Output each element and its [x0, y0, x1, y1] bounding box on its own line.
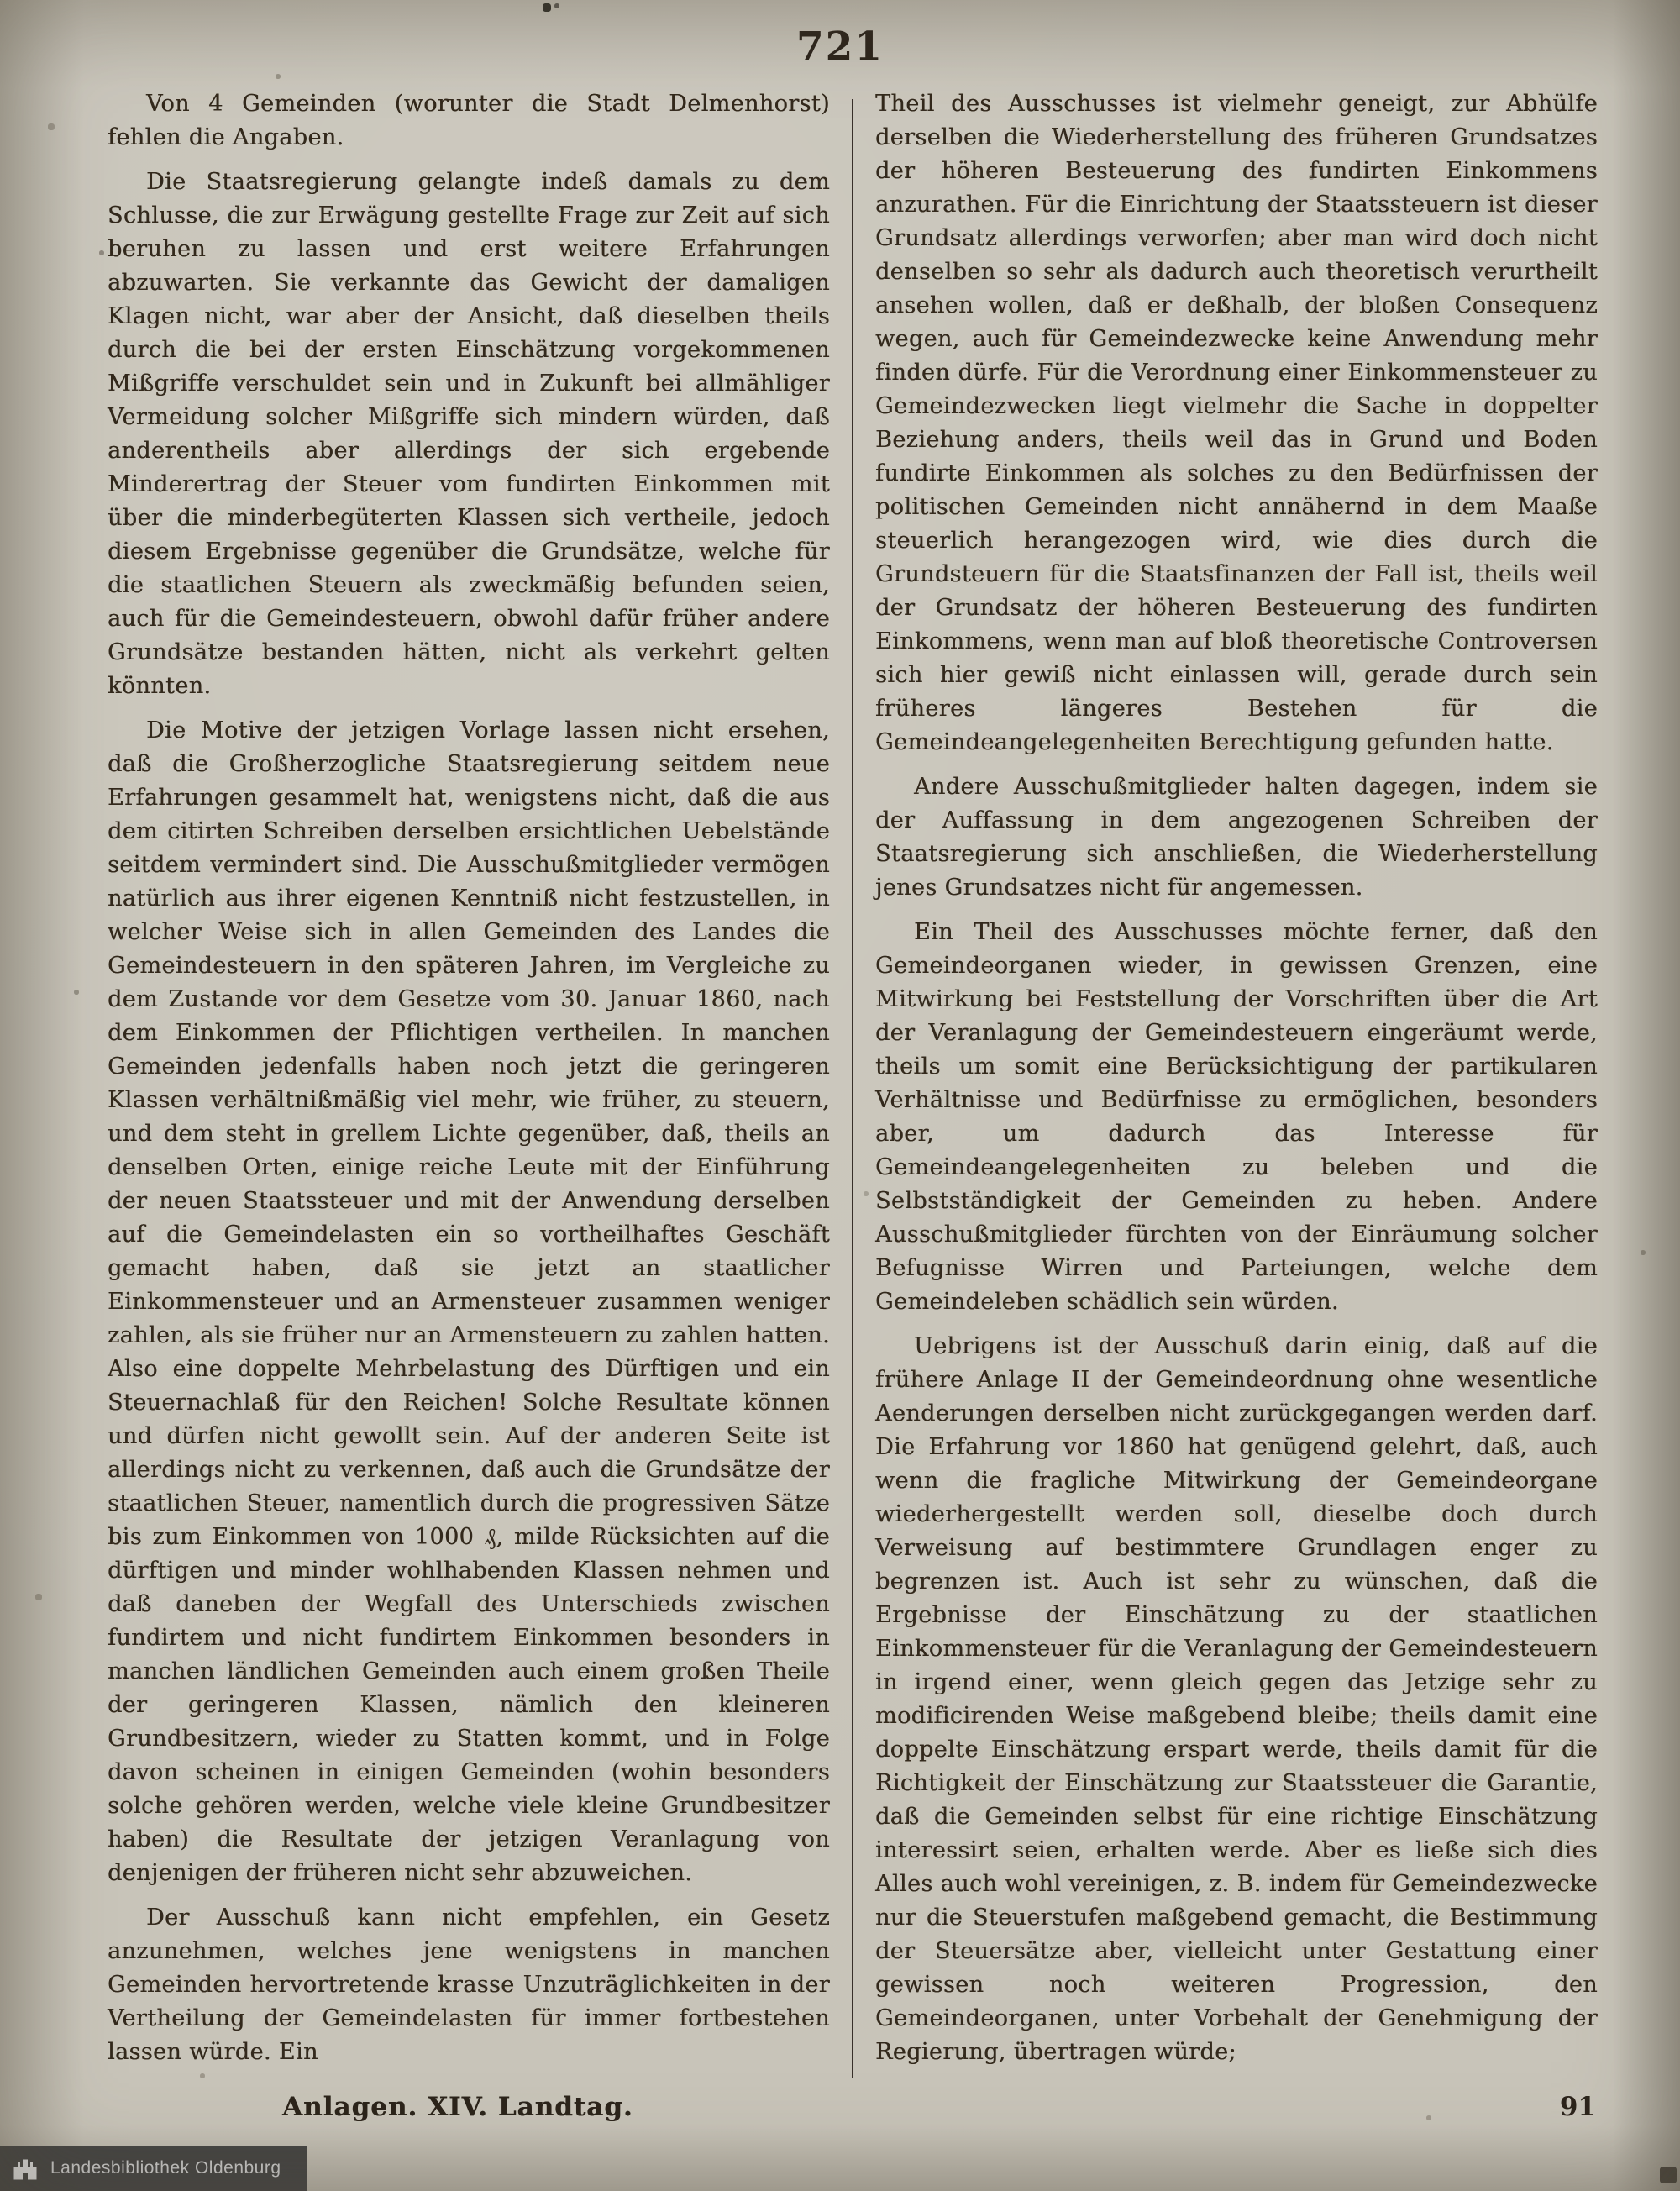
scan-dust-specks	[0, 0, 2, 2]
paragraph: Von 4 Gemeinden (worunter die Stadt Delmenhorst) fehlen die Angaben.	[108, 91, 830, 150]
right-column	[875, 87, 1598, 2083]
footer-sheet-number: 91	[1559, 2092, 1596, 2122]
library-watermark	[0, 2146, 307, 2191]
paragraph: Der Ausschuß kann nicht empfehlen, ein Gesetz anzunehmen, welches jene wenigstens in manchen Gemeinden hervortretende krasse Unzuträglichkeiten in der Vertheilung der Gemeindelasten für immer fortbestehen lassen würde. Ein	[108, 1905, 830, 2065]
left-column	[108, 87, 830, 2083]
column-divider	[852, 99, 853, 2078]
paragraph: Ein Theil des Ausschusses möchte ferner, daß den Gemeindeorganen wieder, in gewissen Grenzen, eine Mitwirkung bei Feststellung der Vorschriften über die Art der Veranlagung der Gemeindesteuern eingeräumt werde, theils um somit eine Berücksichtigung der partikularen Verhältnisse und Bedürfnisse zu ermöglichen, besonders aber, um dadurch das Interesse für Gemeindeangelegenheiten zu beleben und die Selbstständigkeit der Gemeinden zu heben. Andere Ausschußmitglieder fürchten von der Einräumung solcher Befugnisse Wirren und Parteiungen, welche dem Gemeindeleben schädlich sein würden.	[875, 919, 1598, 1315]
paragraph: Theil des Ausschusses ist vielmehr geneigt, zur Abhülfe derselben die Wiederherstellung des früheren Grundsatzes der höheren Besteuerung des fundirten Einkommens anzurathen. Für die Einrichtung der Staatssteuern ist dieser Grundsatz allerdings verworfen; aber man wird doch nicht denselben so sehr als dadurch auch theoretisch verurtheilt ansehen wollen, daß er deßhalb, der bloßen Consequenz wegen, auch für Gemeindezwecke keine Anwendung mehr finden dürfe. Für die Verordnung einer Einkommensteuer zu Gemeindezwecken liegt vielmehr die Sache in doppelter Beziehung anders, theils weil das in Grund und Boden fundirte Einkommen als solches zu den Bedürfnissen der politischen Gemeinden nicht annähernd in dem Maaße steuerlich herangezogen wird, wie dies durch die Grundsteuern für die Staatsfinanzen der Fall ist, theils weil der Grundsatz der höheren Besteuerung des fundirten Einkommens, wenn man auf bloß theoretische Controversen sich hier gewiß nicht einlassen will, gerade durch sein früheres längeres Bestehen für die Gemeindeangelegenheiten Berechtigung gefunden hatte.	[875, 91, 1598, 755]
footer-signature: Anlagen. XIV. Landtag.	[282, 2092, 633, 2122]
paragraph: Uebrigens ist der Ausschuß darin einig, daß auf die frühere Anlage II der Gemeindeordnung ohne wesentliche Aenderungen derselben nicht zurückgegangen werden darf. Die Erfahrung vor 1860 hat genügend gelehrt, daß, auch wenn die fragliche Mitwirkung der Gemeindeorgane wiederhergestellt werden soll, dieselbe doch durch Verweisung auf bestimmtere Grundlagen enger zu begrenzen ist. Auch ist sehr zu wünschen, daß die Ergebnisse der Einschätzung zu der staatlichen Einkommensteuer für die Veranlagung der Gemeindesteuern in irgend einer, wenn gleich gegen das Jetzige sehr zu modificirenden Weise maßgebend bleibe; theils damit eine doppelte Einschätzung erspart werde, theils damit für die Richtigkeit der Einschätzung zur Staatssteuer die Garantie, daß die Gemeinden selbst für eine richtige Einschätzung interessirt seien, erhalten werde. Aber es ließe sich dies Alles auch wohl vereinigen, z. B. indem für Gemeindezwecke nur die Steuerstufen maßgebend gemacht, die Bestimmung der Steuersätze aber, vielleicht unter Gestattung einer gewissen noch weiteren Progression, den Gemeindeorganen, unter Vorbehalt der Genehmigung der Regierung, übertragen würde;	[875, 1333, 1598, 2065]
page-footer	[108, 2092, 1599, 2122]
library-logo-icon	[10, 2153, 40, 2183]
paragraph: Andere Ausschußmitglieder halten dagegen, indem sie der Auffassung in dem angezogenen Schreiben der Staatsregierung sich anschließen, die Wiederherstellung jenes Grundsatzes nicht für angemessen.	[875, 774, 1598, 901]
library-name: Landesbibliothek Oldenburg	[50, 2158, 281, 2178]
page-number: 721	[795, 24, 885, 70]
paragraph: Die Staatsregierung gelangte indeß damals zu dem Schlusse, die zur Erwägung gestellte Frage zur Zeit auf sich beruhen zu lassen und erst weitere Erfahrungen abzuwarten. Sie verkannte das Gewicht der damaligen Klagen nicht, war aber der Ansicht, daß dieselben theils durch die bei der ersten Einschätzung vorgekommenen Mißgriffe verschuldet sein und in Zukunft bei allmähliger Vermeidung solcher Mißgriffe sich mindern würden, daß anderentheils aber allerdings der sich ergebende Minderertrag der Steuer vom fundirten Einkommen mit über die minderbegüterten Klassen sich vertheile, jedoch diesem Ergebnisse gegenüber die Grundsätze, welche für die staatlichen Steuern als zweckmäßig befunden seien, auch für die Gemeindesteuern, obwohl dafür früher andere Grundsätze bestanden hätten, nicht als verkehrt gelten könnten.	[108, 169, 830, 699]
paragraph: Die Motive der jetzigen Vorlage lassen nicht ersehen, daß die Großherzogliche Staatsregierung seitdem neue Erfahrungen gesammelt hat, wenigstens nicht, daß die aus dem citirten Schreiben derselben ersichtlichen Uebelstände seitdem vermindert sind. Die Ausschußmitglieder vermögen natürlich aus ihrer eigenen Kenntniß nicht festzustellen, in welcher Weise sich in allen Gemeinden des Landes die Gemeindesteuern in den späteren Jahren, im Vergleiche zu dem Zustande vor dem Gesetze vom 30. Januar 1860, nach dem Einkommen der Pflichtigen vertheilen. In manchen Gemeinden jedenfalls haben noch jetzt die geringeren Klassen verhältnißmäßig viel mehr, wie früher, zu steuern, und dem steht in grellem Lichte gegenüber, daß, theils an denselben Orten, einige reiche Leute mit der Einführung der neuen Staatssteuer und mit der Anwendung derselben auf die Gemeindelasten ein so vortheilhaftes Geschäft gemacht haben, daß sie jetzt an staatlicher Einkommensteuer und an Armensteuer zusammen weniger zahlen, als sie früher nur an Armensteuern zu zahlen hatten. Also eine doppelte Mehrbelastung des Dürftigen und ein Steuernachlaß für den Reichen! Solche Resultate können und dürfen nicht gewollt sein. Auf der anderen Seite ist allerdings nicht zu verkennen, daß auch die Grundsätze der staatlichen Steuer, namentlich durch die progressiven Sätze bis zum Einkommen von 1000 ₰, milde Rücksichten auf die dürftigen und minder wohlhabenden Klassen nehmen und daß daneben der Wegfall des Unterschieds zwischen fundirtem und nicht fundirtem Einkommen besonders in manchen ländlichen Gemeinden auch einem großen Theile der geringeren Klassen, nämlich den kleineren Grundbesitzern, wieder zu Statten kommt, und in Folge davon scheinen in einigen Gemeinden (wohin besonders solche gehören werden, welche viele kleine Grundbesitzer haben) die Resultate der jetzigen Veranlagung von denjenigen der früheren nicht sehr abzuweichen.	[108, 717, 830, 1886]
text-columns	[108, 87, 1598, 2083]
